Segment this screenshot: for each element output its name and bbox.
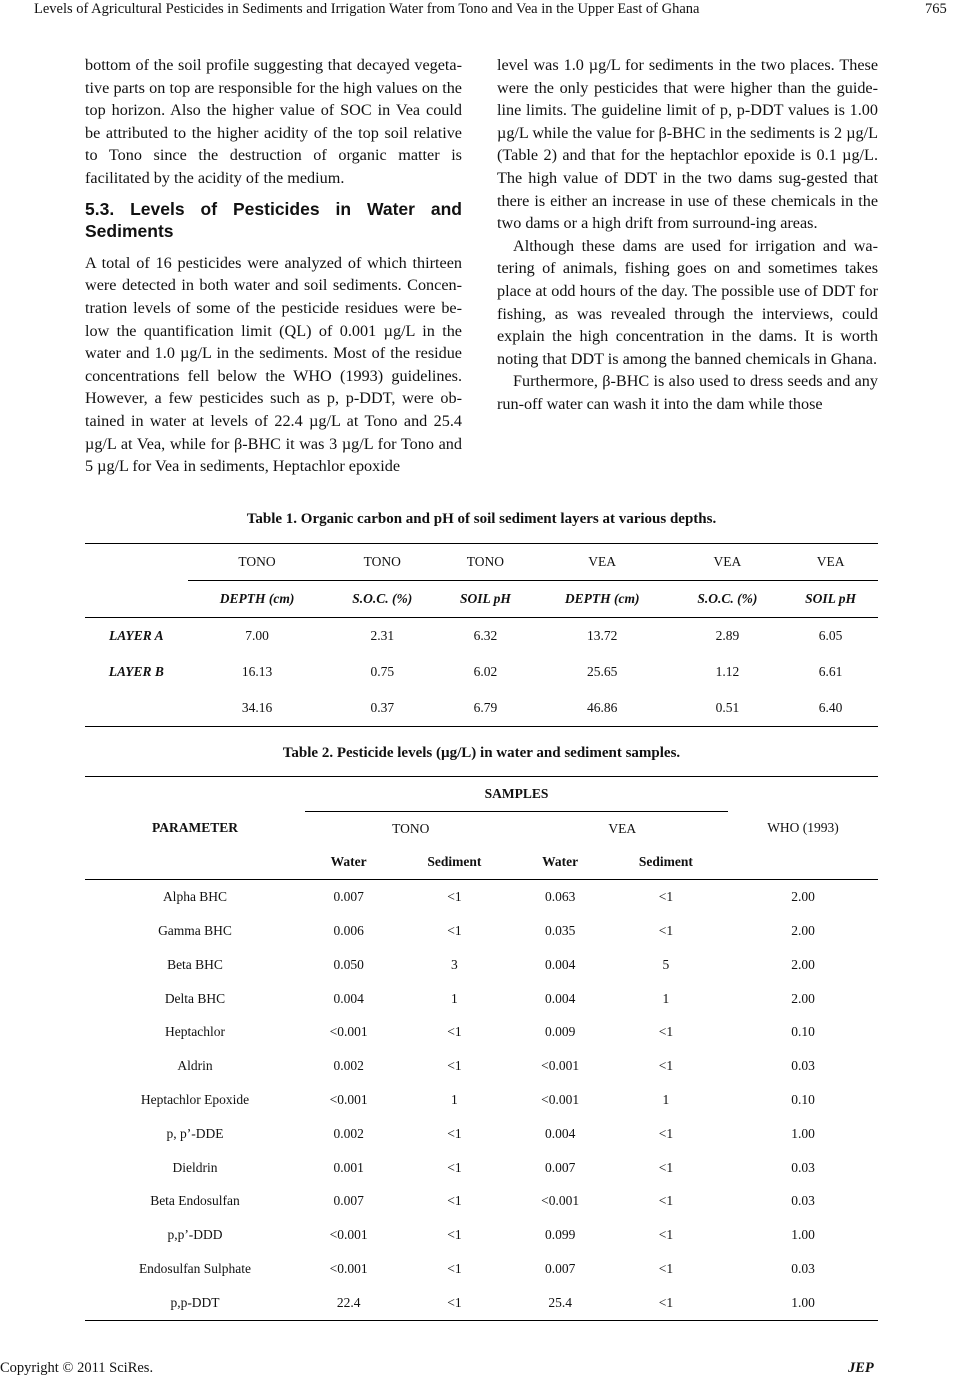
sample-type-header: Water xyxy=(542,854,579,870)
table-cell: <0.001 xyxy=(541,1092,580,1108)
pesticide-name: Alpha BHC xyxy=(85,880,305,914)
table-cell: 2.00 xyxy=(791,956,815,972)
table-cell: 0.035 xyxy=(544,923,576,939)
table-row xyxy=(85,1083,878,1117)
sample-type-header: Water xyxy=(330,854,367,870)
table-header-row xyxy=(85,581,878,618)
table-header-row xyxy=(85,544,878,581)
journal-abbrev: JEP xyxy=(848,1360,874,1376)
table-cell: 0.007 xyxy=(333,1193,364,1209)
table-cell: 1.00 xyxy=(791,1125,815,1141)
table-cell: 7.00 xyxy=(188,618,327,655)
table-cell: 0.002 xyxy=(333,1125,364,1141)
table-cell: <1 xyxy=(604,880,728,914)
table-cell: <1 xyxy=(658,1159,674,1175)
table-cell: 0.007 xyxy=(305,880,392,914)
pesticide-name: Beta Endosulfan xyxy=(150,1193,240,1209)
right-column xyxy=(497,54,878,416)
table-cell: 0.004 xyxy=(544,990,576,1006)
table-row xyxy=(85,1117,878,1151)
table-cell: 6.79 xyxy=(438,690,533,727)
table-cell: 6.05 xyxy=(783,618,878,655)
vea-header: VEA xyxy=(516,811,728,845)
site-header: TONO xyxy=(188,544,327,581)
paragraph: A total of 16 pesticides were analyzed of which thirteen were detected in both water and soil sediments. Concen-tration levels of some of the pesticide residues were be-low the quantification limit (QL) of 0.001 µg/L in the water and 1.0 µg/L in the sediments. Most of the residue concentrations fell below the WHO (1993) guidelines. However, a few pesticides such as p, p-DDT, were ob-tained in water at levels of 22.4 µg/L at Tono and 25.4 µg/L at Vea, while for β-BHC it was 3 µg/L for Tono and 5 µg/L for Vea in sediments, Heptachlor epoxide xyxy=(85,253,462,476)
table-cell: 1 xyxy=(662,990,670,1006)
table-cell: <1 xyxy=(392,1286,516,1320)
table-cell: 2.00 xyxy=(791,923,815,939)
table-cell: <1 xyxy=(447,1261,462,1277)
column-header: DEPTH (cm) xyxy=(188,581,327,618)
page-number: 765 xyxy=(925,1,947,17)
table-cell: <1 xyxy=(658,923,674,939)
table-row xyxy=(85,618,878,655)
sample-type-header: Sediment xyxy=(638,854,693,870)
table-cell: 0.10 xyxy=(791,1092,815,1108)
table-cell: <0.001 xyxy=(329,1261,368,1277)
table-cell: <1 xyxy=(658,1125,674,1141)
table-cell: <1 xyxy=(658,1227,674,1243)
column-header: S.O.C. (%) xyxy=(326,581,438,618)
table-cell: <1 xyxy=(447,923,462,939)
table-cell: <1 xyxy=(392,880,516,914)
column-header: S.O.C. (%) xyxy=(672,581,784,618)
table-cell: <0.001 xyxy=(329,1227,368,1243)
pesticide-name: Endosulfan Sulphate xyxy=(138,1261,252,1277)
paragraph: Furthermore, β-BHC is also used to dress seeds and any run-off water can wash it into the dam while those xyxy=(497,372,878,413)
table-cell: 2.31 xyxy=(326,618,438,655)
table-cell: 6.32 xyxy=(438,618,533,655)
table-cell: 0.006 xyxy=(333,923,364,939)
pesticide-name: p,p-DDT xyxy=(85,1286,305,1320)
pesticide-name: Dieldrin xyxy=(172,1159,218,1175)
table-row xyxy=(85,1049,878,1083)
table-cell: 3 xyxy=(451,956,458,972)
column-header: SOIL pH xyxy=(438,581,533,618)
table-row xyxy=(85,982,878,1016)
table-cell: <1 xyxy=(447,1125,462,1141)
table-row xyxy=(85,880,878,914)
table-cell: <0.001 xyxy=(541,1193,580,1209)
table-cell: <1 xyxy=(447,1058,462,1074)
pesticide-name: Gamma BHC xyxy=(158,923,232,939)
table-cell: 2.00 xyxy=(791,990,815,1006)
paragraph: bottom of the soil profile suggesting that decayed vegeta-tive parts on top are responsible for the high values on the top horizon. Also the higher value of SOC in Vea could be attributed to the higher acidity of the top soil relative to Tono since the destruction of organic matter is facilitated by the acidity of the medium. xyxy=(85,56,462,187)
empty-cell xyxy=(85,544,188,581)
table-cell: 16.13 xyxy=(241,664,273,679)
table-cell: <0.001 xyxy=(329,1024,368,1040)
table-cell: 25.4 xyxy=(516,1286,603,1320)
pesticide-name: p, p’-DDE xyxy=(166,1125,224,1141)
table-cell: 0.009 xyxy=(544,1024,576,1040)
table-row xyxy=(85,690,878,727)
table-cell: 0.004 xyxy=(544,1125,576,1141)
site-header: VEA xyxy=(533,544,672,581)
table2 xyxy=(85,776,878,1321)
table-cell: 0.03 xyxy=(791,1159,815,1175)
table-row xyxy=(85,1185,878,1219)
table-cell: 13.72 xyxy=(533,618,672,655)
table-cell: 0.10 xyxy=(791,1024,815,1040)
table-cell: <1 xyxy=(604,1286,728,1320)
table-cell: 0.004 xyxy=(544,956,576,972)
row-label: LAYER A xyxy=(85,618,188,655)
table-cell: 0.001 xyxy=(333,1159,364,1175)
pesticide-name: Beta BHC xyxy=(167,956,223,972)
table-cell: <1 xyxy=(447,1193,462,1209)
site-header: VEA xyxy=(783,544,878,581)
table-cell: 0.03 xyxy=(791,1193,815,1209)
site-header: TONO xyxy=(438,544,533,581)
samples-header: SAMPLES xyxy=(305,777,728,812)
table-cell: 6.61 xyxy=(818,664,843,679)
parameter-header: PARAMETER xyxy=(85,777,305,880)
table-cell: 0.007 xyxy=(544,1159,576,1175)
column-header: SOIL pH xyxy=(783,581,878,618)
section-heading: 5.3. Levels of Pesticides in Water and Sediments xyxy=(85,198,462,242)
table-cell: 25.65 xyxy=(586,664,618,679)
table-cell: 2.89 xyxy=(672,618,784,655)
table-cell: 1.12 xyxy=(715,664,740,679)
site-header: VEA xyxy=(672,544,784,581)
paragraph: level was 1.0 µg/L for sediments in the two places. These were the only pesticides that were higher than the guide-line limits. The guideline limit of p, p-DDT values is 1.00 µg/L while the value for β-BHC in the sediments is 2 µg/L (Table 2) and that for the heptachlor epoxide is 0.1 µg/L. The high value of DDT in the two dams sug-gested that there is either an increase in use of these chemicals in the two dams or a high drift from surround-ing areas. xyxy=(497,56,878,233)
tono-header: TONO xyxy=(305,811,516,845)
table-cell: 0.004 xyxy=(333,990,364,1006)
table-cell: 34.16 xyxy=(188,690,327,727)
table-row xyxy=(85,1252,878,1286)
table-row xyxy=(85,1016,878,1050)
column-header: DEPTH (cm) xyxy=(533,581,672,618)
table-cell: <1 xyxy=(658,1058,674,1074)
table-cell: 0.75 xyxy=(370,664,395,679)
empty-cell xyxy=(85,581,188,618)
table-row xyxy=(85,914,878,948)
table-cell: 0.007 xyxy=(544,1261,576,1277)
site-header: TONO xyxy=(326,544,438,581)
who-header: WHO (1993) xyxy=(728,777,878,880)
table-header-row xyxy=(85,777,878,812)
table-cell: <0.001 xyxy=(329,1092,368,1108)
table-cell: 1 xyxy=(451,990,458,1006)
table-cell: 0.002 xyxy=(333,1058,364,1074)
pesticide-name: Heptachlor Epoxide xyxy=(140,1092,250,1108)
table-cell: 1 xyxy=(451,1092,458,1108)
table-cell: 0.063 xyxy=(516,880,603,914)
table1-caption: Table 1. Organic carbon and pH of soil sediment layers at various depths. xyxy=(246,511,717,527)
pesticide-name: p,p’-DDD xyxy=(167,1227,223,1243)
pesticide-name: Heptachlor xyxy=(165,1024,225,1040)
table2-caption: Table 2. Pesticide levels (µg/L) in water and sediment samples. xyxy=(282,745,681,761)
table-row xyxy=(85,948,878,982)
row-label xyxy=(85,690,188,727)
table-cell: 2.00 xyxy=(728,880,878,914)
table-cell: <1 xyxy=(447,1159,462,1175)
table-cell: 1 xyxy=(662,1092,670,1108)
table-cell: 0.51 xyxy=(672,690,784,727)
table-cell: 0.37 xyxy=(326,690,438,727)
table1 xyxy=(85,543,878,727)
table-cell: 22.4 xyxy=(305,1286,392,1320)
left-column xyxy=(85,54,462,478)
header-title: Levels of Agricultural Pesticides in Sediments and Irrigation Water from Tono and Vea in the Upper East of Ghana xyxy=(34,1,700,17)
sample-type-header: Sediment xyxy=(427,854,482,870)
table-row xyxy=(85,654,878,690)
paragraph: Although these dams are used for irrigation and wa-tering of animals, fishing goes on and sometimes takes place at odd hours of the day. The possible use of DDT for fishing, as was revealed through the interviews, could explain the high concentration in the dams. It is worth noting that DDT is among the banned chemicals in Ghana. xyxy=(497,236,878,368)
table-cell: 6.40 xyxy=(783,690,878,727)
pesticide-name: Delta BHC xyxy=(164,990,226,1006)
table-cell: 6.02 xyxy=(473,664,498,679)
copyright: Copyright © 2011 SciRes. xyxy=(0,1360,154,1376)
table-cell: <1 xyxy=(447,1227,462,1243)
table-cell: 0.03 xyxy=(791,1058,815,1074)
table-cell: 0.050 xyxy=(333,956,364,972)
table-cell: <1 xyxy=(658,1024,674,1040)
pesticide-name: Aldrin xyxy=(177,1058,213,1074)
table-cell: 0.03 xyxy=(791,1261,815,1277)
row-label: LAYER B xyxy=(108,664,164,679)
table-cell: 1.00 xyxy=(728,1286,878,1320)
table-cell: 5 xyxy=(662,956,670,972)
table-row xyxy=(85,1218,878,1252)
table-cell: <1 xyxy=(658,1261,674,1277)
table-cell: <1 xyxy=(658,1193,674,1209)
table-row xyxy=(85,1286,878,1320)
table-cell: 1.00 xyxy=(791,1227,815,1243)
table-cell: 46.86 xyxy=(533,690,672,727)
running-header xyxy=(0,0,965,22)
table-row xyxy=(85,1151,878,1185)
table-cell: <0.001 xyxy=(541,1058,580,1074)
table-cell: <1 xyxy=(447,1024,462,1040)
table-cell: 0.099 xyxy=(544,1227,576,1243)
